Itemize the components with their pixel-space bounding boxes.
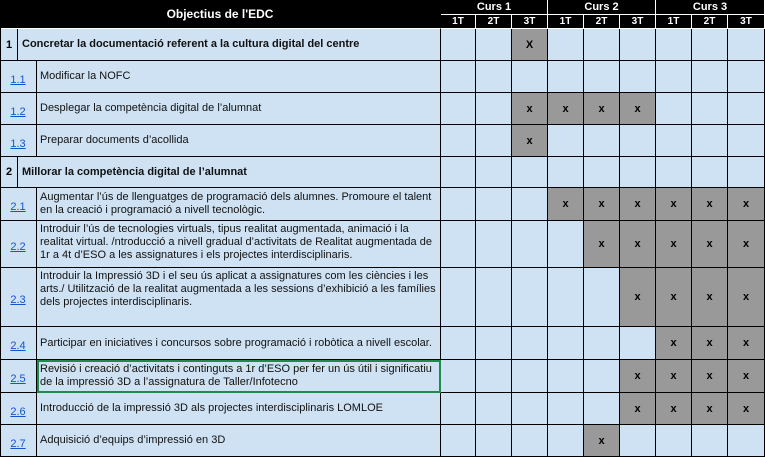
schedule-cell[interactable] [656,125,692,157]
schedule-cell[interactable] [548,327,584,360]
schedule-cell[interactable] [692,157,728,188]
header-term[interactable]: 1T [441,15,476,29]
item-description[interactable]: Participar en iniciatives i concursos sobre programació i robòtica a nivell escolar. [37,327,441,360]
schedule-cell[interactable] [620,327,656,360]
schedule-cell[interactable]: x [584,93,620,125]
schedule-cell[interactable] [512,268,548,327]
schedule-cell[interactable]: x [620,221,656,268]
item-description[interactable]: Modificar la NOFC [37,61,441,93]
item-number-link[interactable]: 2.1 [10,201,26,213]
header-term[interactable]: 1T [656,15,692,29]
schedule-cell[interactable] [728,125,765,157]
schedule-cell[interactable]: x [692,268,728,327]
schedule-cell[interactable] [548,125,584,157]
item-number-link[interactable]: 1.2 [10,105,26,118]
schedule-cell[interactable]: x [512,93,548,125]
schedule-cell[interactable] [620,125,656,157]
schedule-cell[interactable] [441,327,476,360]
schedule-cell[interactable] [656,425,692,457]
header-term[interactable]: 2T [476,15,512,29]
header-term[interactable]: 1T [548,15,584,29]
item-number-link[interactable]: 1.3 [10,137,26,150]
item-number-cell [0,327,37,360]
schedule-cell[interactable] [692,125,728,157]
schedule-cell[interactable]: x [692,327,728,360]
header-title[interactable]: Objectius de l'EDC [0,0,441,29]
schedule-cell[interactable]: x [728,268,765,327]
schedule-cell[interactable]: x [656,327,692,360]
header-term[interactable]: 3T [728,15,765,29]
header-course-2[interactable]: Curs 2 [548,0,656,15]
schedule-cell[interactable] [620,61,656,93]
schedule-cell[interactable]: x [728,221,765,268]
schedule-cell[interactable] [548,221,584,268]
schedule-cell[interactable]: x [692,393,728,425]
schedule-cell[interactable] [441,157,476,188]
schedule-cell[interactable] [728,93,765,125]
schedule-cell[interactable]: x [692,221,728,268]
schedule-cell[interactable] [584,29,620,61]
schedule-cell[interactable]: x [656,393,692,425]
item-description[interactable]: Introduir la Impressió 3D i el seu ús aplicat a assignatures com les ciències i les arts./ Utilització de la realitat augmentada a les sessions d’exhibició a les famílies dels projectes interdisciplinaris. [37,268,441,327]
section-title[interactable]: Concretar la documentació referent a la cultura digital del centre [18,29,441,61]
item-description[interactable]: Introducció de la impressió 3D als projectes interdisciplinaris LOMLOE [37,393,441,425]
schedule-cell[interactable] [584,360,620,393]
schedule-cell[interactable]: x [548,188,584,221]
schedule-cell[interactable] [728,157,765,188]
schedule-cell[interactable] [548,393,584,425]
schedule-cell[interactable]: x [692,360,728,393]
schedule-cell[interactable] [620,425,656,457]
item-number-cell [0,425,37,457]
item-number-link[interactable]: 2.7 [10,437,26,450]
header-term[interactable]: 2T [692,15,728,29]
schedule-cell[interactable] [656,29,692,61]
header-term[interactable]: 2T [584,15,620,29]
item-number-link[interactable]: 2.2 [10,241,26,253]
item-number-cell [0,268,37,327]
schedule-cell[interactable] [656,93,692,125]
schedule-cell[interactable] [441,188,476,221]
schedule-cell[interactable] [476,188,512,221]
schedule-cell[interactable] [476,125,512,157]
schedule-cell[interactable]: x [512,125,548,157]
header-course-3[interactable]: Curs 3 [656,0,765,15]
schedule-cell[interactable] [656,61,692,93]
schedule-cell[interactable] [584,61,620,93]
schedule-cell[interactable] [512,393,548,425]
schedule-cell[interactable] [476,393,512,425]
section-number[interactable]: 1 [0,29,18,61]
schedule-cell[interactable] [584,125,620,157]
schedule-cell[interactable] [548,425,584,457]
schedule-cell[interactable]: x [656,221,692,268]
schedule-cell[interactable] [441,61,476,93]
schedule-cell[interactable] [656,157,692,188]
schedule-cell[interactable]: x [620,188,656,221]
schedule-cell[interactable] [441,425,476,457]
schedule-cell[interactable] [476,61,512,93]
item-number-cell [0,188,37,221]
schedule-cell[interactable] [476,29,512,61]
schedule-cell[interactable]: x [656,360,692,393]
section-number[interactable]: 2 [0,157,18,188]
schedule-cell[interactable] [548,360,584,393]
schedule-cell[interactable] [476,268,512,327]
schedule-cell[interactable] [512,221,548,268]
schedule-cell[interactable] [476,425,512,457]
schedule-cell[interactable]: x [728,327,765,360]
schedule-cell[interactable]: x [584,425,620,457]
schedule-cell[interactable]: x [584,188,620,221]
schedule-cell[interactable] [476,157,512,188]
schedule-cell[interactable]: x [620,393,656,425]
schedule-cell[interactable] [692,93,728,125]
schedule-cell[interactable]: x [692,188,728,221]
schedule-cell[interactable] [476,360,512,393]
item-number-cell [0,93,37,125]
schedule-cell[interactable] [728,425,765,457]
header-term[interactable]: 3T [620,15,656,29]
header-course-1[interactable]: Curs 1 [441,0,548,15]
schedule-cell[interactable] [476,327,512,360]
item-description[interactable]: Desplegar la competència digital de l’alumnat [37,93,441,125]
schedule-cell[interactable] [441,93,476,125]
schedule-cell[interactable] [512,327,548,360]
schedule-cell[interactable] [728,29,765,61]
schedule-cell[interactable] [441,29,476,61]
schedule-cell[interactable] [441,125,476,157]
schedule-cell[interactable] [692,61,728,93]
schedule-cell[interactable]: X [512,29,548,61]
schedule-cell[interactable] [476,93,512,125]
schedule-cell[interactable] [512,188,548,221]
item-description[interactable]: Preparar documents d’acollida [37,125,441,157]
schedule-cell[interactable] [584,157,620,188]
schedule-cell[interactable] [728,61,765,93]
schedule-cell[interactable] [512,425,548,457]
schedule-cell[interactable] [548,61,584,93]
schedule-cell[interactable]: x [584,221,620,268]
item-number-link[interactable]: 2.6 [10,405,26,418]
item-number-link[interactable]: 2.5 [10,373,26,385]
item-description[interactable]: Revisió i creació d’activitats i continguts a 1r d’ESO per fer un ús útil i significatiu de la impressió 3D a l’assignatura de Taller/Infotecno [37,360,441,393]
header-term[interactable]: 3T [512,15,548,29]
schedule-cell[interactable] [441,360,476,393]
schedule-cell[interactable] [512,360,548,393]
schedule-cell[interactable] [441,221,476,268]
schedule-cell[interactable]: x [620,268,656,327]
section-title[interactable]: Millorar la competència digital de l’alumnat [18,157,441,188]
schedule-cell[interactable] [584,393,620,425]
schedule-cell[interactable]: x [728,393,765,425]
item-description[interactable]: Augmentar l’ús de llenguatges de programació dels alumnes. Promoure el talent en la creació i programació a nivell tecnològic. [37,188,441,221]
schedule-cell[interactable]: x [656,188,692,221]
schedule-cell[interactable] [548,157,584,188]
schedule-cell[interactable] [441,393,476,425]
schedule-cell[interactable] [584,268,620,327]
schedule-cell[interactable]: x [656,268,692,327]
schedule-cell[interactable] [692,29,728,61]
schedule-cell[interactable] [512,61,548,93]
schedule-cell[interactable]: x [620,360,656,393]
item-number-cell [0,61,37,93]
schedule-cell[interactable] [584,327,620,360]
item-number-cell [0,393,37,425]
item-description[interactable]: Adquisició d’equips d’impressió en 3D [37,425,441,457]
item-number-cell [0,125,37,157]
schedule-cell[interactable]: x [548,93,584,125]
item-number-link[interactable]: 1.1 [10,73,26,86]
item-number-cell [0,221,37,268]
schedule-cell[interactable] [692,425,728,457]
schedule-cell[interactable]: x [728,188,765,221]
schedule-cell[interactable] [620,157,656,188]
schedule-cell[interactable] [620,29,656,61]
item-number-link[interactable]: 2.4 [10,340,26,352]
schedule-cell[interactable] [548,268,584,327]
item-description[interactable]: Introduir l’ús de tecnologies virtuals, tipus realitat augmentada, animació i la realitat virtual. /ntroducció a nivell gradual d’activitats de Realitat augmentada de 1r a 4t d’ESO a les assignatures i els projectes interdisciplinaris. [37,221,441,268]
schedule-cell[interactable] [441,268,476,327]
schedule-cell[interactable] [548,29,584,61]
item-number-link[interactable]: 2.3 [10,294,26,306]
schedule-cell[interactable] [476,221,512,268]
schedule-cell[interactable]: x [728,360,765,393]
schedule-cell[interactable] [512,157,548,188]
item-number-cell [0,360,37,393]
schedule-cell[interactable]: x [620,93,656,125]
